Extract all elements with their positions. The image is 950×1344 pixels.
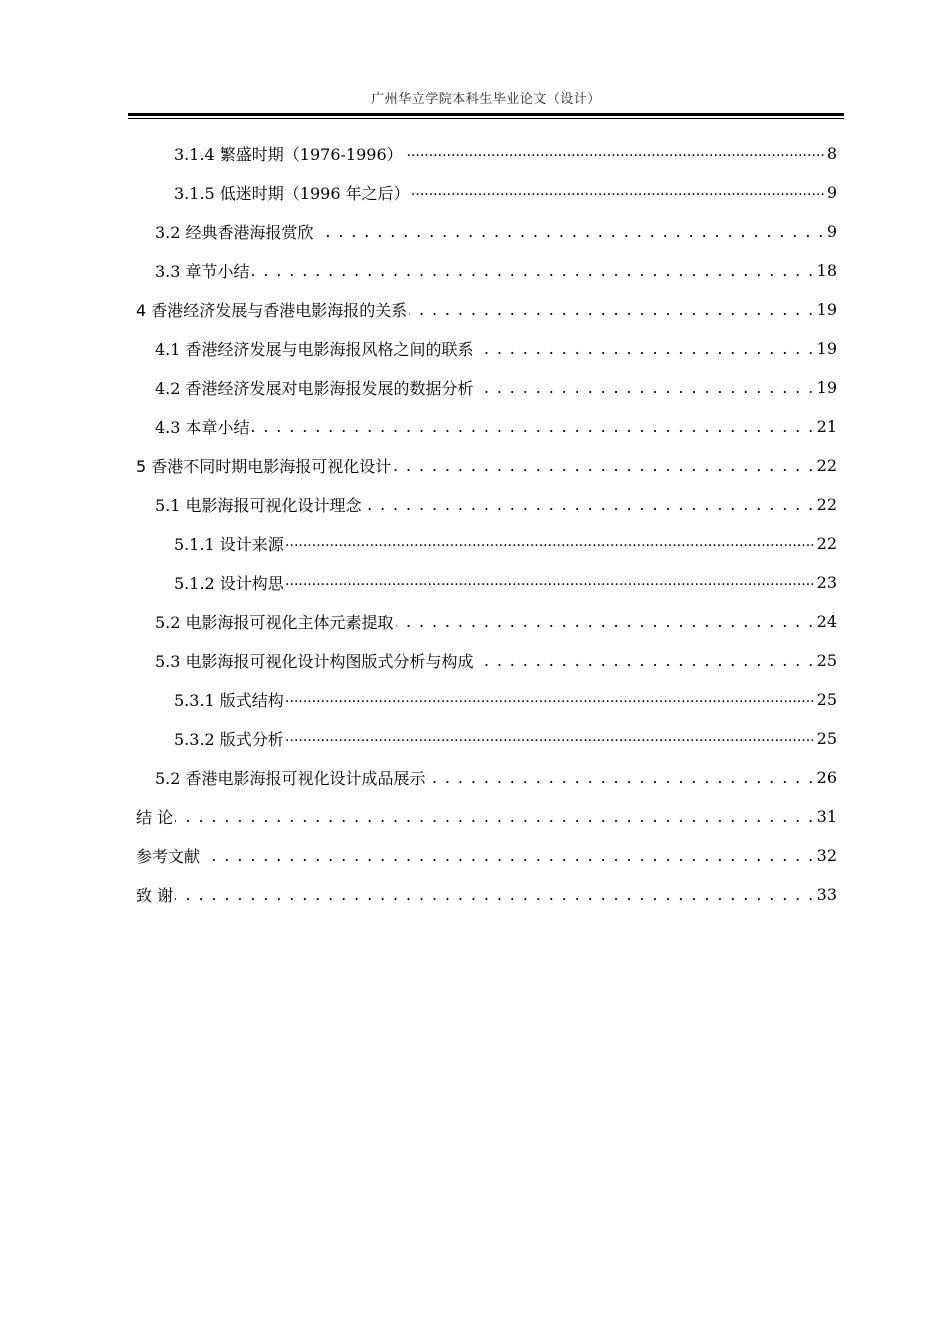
- toc-entry-4-2[interactable]: [155, 368, 837, 407]
- toc-entry-page: 19: [816, 300, 837, 319]
- toc-leader: [364, 495, 815, 515]
- toc-entry-label: 5.2 香港电影海报可视化设计成品展示: [155, 769, 426, 788]
- toc-leader: [252, 261, 815, 281]
- toc-entry-5[interactable]: [136, 446, 837, 485]
- toc-entry-page: 33: [816, 885, 837, 904]
- toc-leader: [175, 807, 815, 827]
- toc-leader: [405, 144, 825, 164]
- toc-entry-5-1[interactable]: [155, 485, 837, 524]
- toc-entry-label: 5 香港不同时期电影海报可视化设计: [136, 457, 392, 476]
- toc-entry-3-2[interactable]: [155, 212, 837, 251]
- toc-entry-5-1-2[interactable]: [174, 563, 837, 602]
- toc-entry-page: 25: [816, 651, 837, 670]
- toc-entry-label: 5.1.2 设计构思: [174, 574, 284, 593]
- header-rule-thin: [128, 118, 844, 119]
- toc-entry-5-3-2[interactable]: [174, 719, 837, 758]
- toc-entry-label: 3.3 章节小结: [155, 262, 250, 281]
- toc-entry-page: 23: [816, 573, 837, 592]
- toc-leader: [202, 846, 815, 866]
- toc-entry-page: 8: [826, 144, 837, 163]
- toc-entry-label: 5.1 电影海报可视化设计理念: [155, 496, 362, 515]
- toc-entry-acknowledgements[interactable]: [136, 875, 837, 914]
- toc-entry-label: 3.1.5 低迷时期（1996 年之后）: [174, 184, 410, 203]
- toc-leader: [252, 417, 815, 437]
- toc-leader: [316, 222, 825, 242]
- toc-entry-page: 22: [816, 495, 837, 514]
- toc-leader: [476, 378, 815, 398]
- toc-entry-page: 31: [816, 807, 837, 826]
- toc-entry-label: 3.1.4 繁盛时期（1976-1996）: [174, 145, 403, 164]
- toc-entry-3-1-5[interactable]: [174, 173, 837, 212]
- running-header: 广州华立学院本科生毕业论文（设计）: [371, 92, 601, 107]
- toc-leader: [396, 612, 815, 632]
- toc-leader: [393, 456, 814, 476]
- toc-entry-label: 5.1.1 设计来源: [174, 535, 284, 554]
- toc-entry-label: 5.3 电影海报可视化设计构图版式分析与构成: [155, 652, 474, 671]
- toc-entry-5-2[interactable]: [155, 602, 837, 641]
- toc-entry-references[interactable]: [136, 836, 837, 875]
- toc-entry-page: 24: [816, 612, 837, 631]
- toc-leader: [286, 729, 815, 749]
- toc-entry-4-1[interactable]: [155, 329, 837, 368]
- toc-entry-label: 4.1 香港经济发展与电影海报风格之间的联系: [155, 340, 474, 359]
- toc-entry-label: 致 谢: [136, 886, 174, 905]
- toc-entry-page: 19: [816, 339, 837, 358]
- toc-entry-3-3[interactable]: [155, 251, 837, 290]
- toc-leader: [412, 183, 825, 203]
- toc-entry-label: 5.2 电影海报可视化主体元素提取: [155, 613, 394, 632]
- toc-entry-page: 22: [816, 456, 837, 475]
- toc-entry-page: 19: [816, 378, 837, 397]
- toc-entry-label: 5.3.2 版式分析: [174, 730, 284, 749]
- toc-entry-5-3[interactable]: [155, 641, 837, 680]
- toc-leader: [428, 768, 815, 788]
- toc-entry-label: 参考文献: [136, 847, 201, 866]
- toc-leader: [409, 300, 814, 320]
- toc-entry-5-3-1[interactable]: [174, 680, 837, 719]
- toc-leader: [175, 885, 815, 905]
- toc-entry-label: 5.3.1 版式结构: [174, 691, 284, 710]
- toc-leader: [476, 339, 815, 359]
- toc-entry-3-1-4[interactable]: [174, 134, 837, 173]
- toc-entry-page: 21: [816, 417, 837, 436]
- toc-entry-page: 9: [826, 222, 837, 241]
- toc-entry-label: 4 香港经济发展与香港电影海报的关系: [136, 301, 408, 320]
- toc-leader: [286, 690, 815, 710]
- toc-leader: [286, 534, 815, 554]
- toc-leader: [476, 651, 815, 671]
- toc-entry-page: 25: [816, 729, 837, 748]
- toc-entry-5-2-showcase[interactable]: [155, 758, 837, 797]
- toc-entry-5-1-1[interactable]: [174, 524, 837, 563]
- toc-entry-4[interactable]: [136, 290, 837, 329]
- toc-entry-label: 4.2 香港经济发展对电影海报发展的数据分析: [155, 379, 474, 398]
- toc-entry-page: 26: [816, 768, 837, 787]
- toc-entry-page: 9: [826, 183, 837, 202]
- toc-entry-page: 22: [816, 534, 837, 553]
- toc-entry-page: 18: [816, 261, 837, 280]
- toc-entry-label: 3.2 经典香港海报赏欣: [155, 223, 314, 242]
- toc-leader: [286, 573, 815, 593]
- header-rule-thick: [128, 113, 844, 116]
- toc-entry-label: 4.3 本章小结: [155, 418, 250, 437]
- toc-entry-page: 32: [816, 846, 837, 865]
- toc-entry-conclusion[interactable]: [136, 797, 837, 836]
- toc-entry-4-3[interactable]: [155, 407, 837, 446]
- toc-entry-label: 结 论: [136, 808, 174, 827]
- toc-entry-page: 25: [816, 690, 837, 709]
